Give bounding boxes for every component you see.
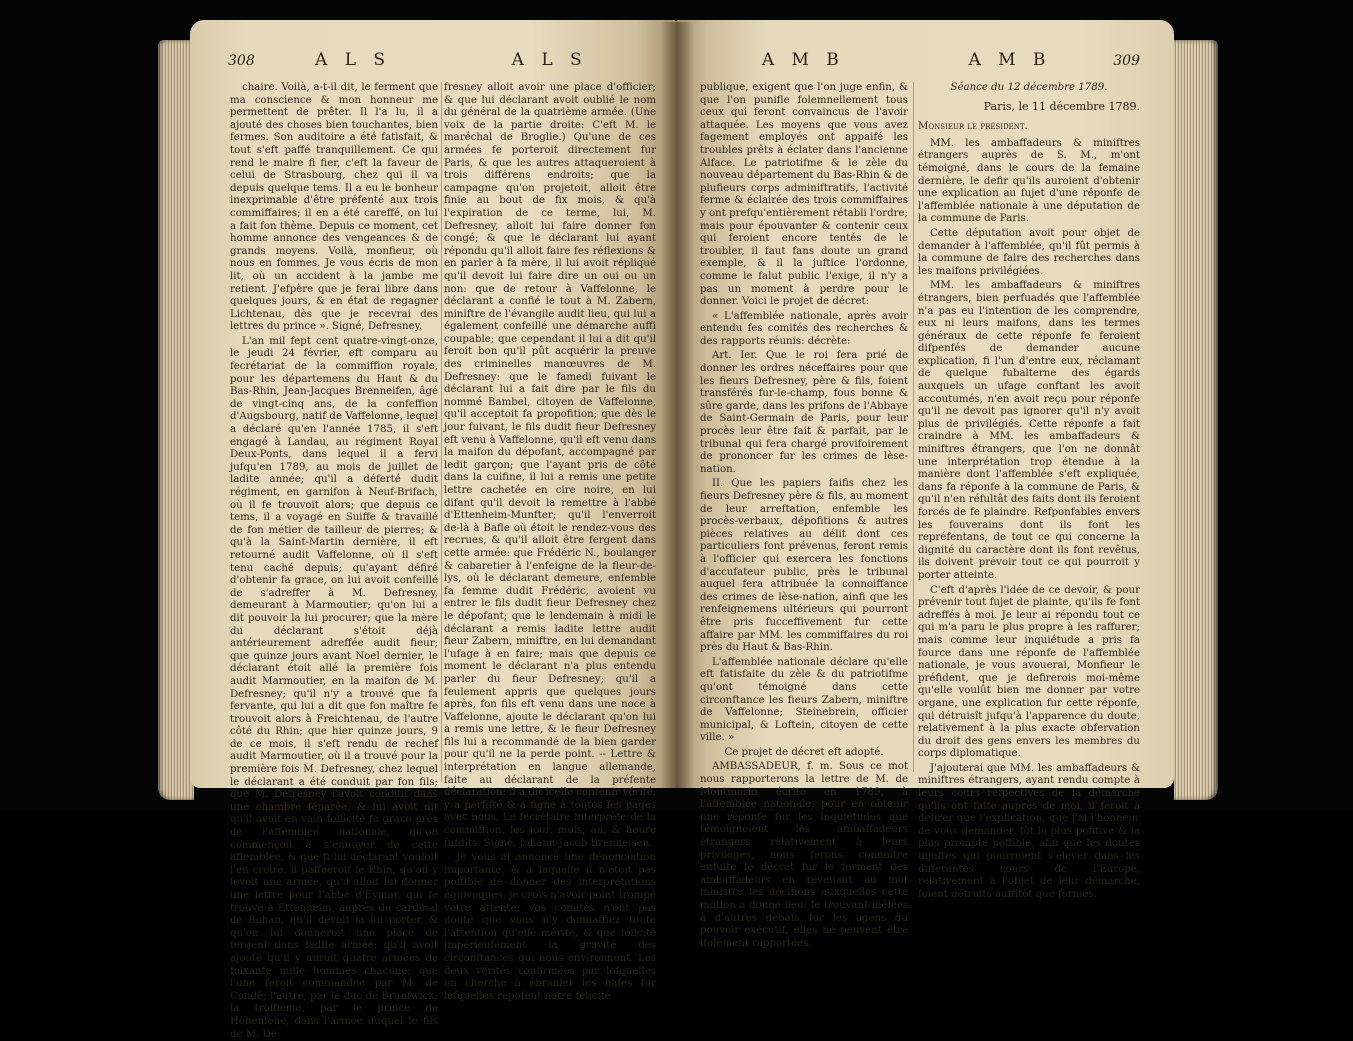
book-gutter: [660, 22, 694, 788]
letter-dateline: Paris, le 11 décembre 1789.: [983, 99, 1140, 113]
paragraph: AMBASSADEUR, f. m. Sous ce mot nous rapporterons la lettre de M. de Montmorin écrite en 1789, à l'affemblée nationale, pour en obtenir une réponfe fur les inquiétudes que témoignoient les ambaffadeurs étrangers relativement à leurs privilèges, nous ferons connoître enfuite le décret fur le ferment des ambaffadeurs en revenant au mot ministre les décifions auxquelles cette motion a donné lieu: fe trouvant mêlées à d'autres débats fur les agens du pouvoir exécutif, elles ne peuvent être ifolément rapportées.: [700, 761, 908, 949]
right-page-number: 309: [1113, 53, 1140, 69]
page-stack-right: [1174, 40, 1218, 800]
paragraph: « L'affemblée nationale, après avoir entendu fes comités des recherches & des rapports réunis: décrète:: [700, 310, 908, 347]
left-head-word-2: A L S: [511, 50, 588, 70]
column-rule-left: [441, 82, 442, 782]
paragraph: Je vous ai annoncé une dénonciation importante, & à laquelle il n'étoit pas poffible de donner des interprétations équivoques: je crois n'avoir point trompé votre attente; vos comités n'ont pas douté que vous n'y donnaffiez toute l'attention qu'elle mérite, & que folicite impérieufement la gravité des circonftances qui nous environnent. Les deux vérités confirmées par lefquelles on cherche à ébranler les bafes fur lefquelles repofent notre félicité: [444, 852, 656, 1002]
left-page-column-1: [230, 82, 438, 1040]
left-page-number: 308: [228, 53, 255, 69]
session-heading: Séance du 12 décembre 1789.: [950, 82, 1108, 93]
left-page-column-2: [444, 82, 656, 1002]
paragraph: II. Que les papiers faifis chez les fieurs Defresney père & fils, au moment de leur arreftation, enfemble les procès-verbaux, dépofitions & autres pièces relatives au délit dont ces particuliers font prévenus, feront remis à l'officier qui exercera les fonctions d'accufateur public, près le tribunal auquel fera attribuée la connoiffance des crimes de lèse-nation, ainfi que les renfeignemens ultérieurs qui pourront être pris fucceffivement fur cette affaire par MM. les commiffaires du roi près du Haut & Bas-Rhin.: [700, 478, 908, 654]
paragraph: Ce projet de décret eft adopté.: [724, 746, 884, 758]
letter-salutation: Monsieur le président.: [918, 121, 1028, 133]
paragraph: L'an mil fept cent quatre-vingt-onze, le jeudi 24 février, eft comparu au fecrétariat de la commiffion royale, pour les départemens du Haut & du Bas-Rhin, Jean-Jacques Brenneifen, âgé de vingt-cinq ans, de la confeffion d'Augsbourg, natif de Vaffelonne, lequel a déclaré qu'en l'année 1785, il s'eft engagé à Landau, au régiment Royal Deux-Ponts, dans lequel il a fervi jufqu'en 1789, au mois de juillet de ladite année; qu'il a déferté dudit régiment, en garnifon à Neuf-Brifach, où il fe trouvoit alors; que depuis ce tems, il a voyagé en Suiffe & travaillé de fon métier de tailleur de pierres; & qu'à la Saint-Martin dernière, il eft retourné audit Vaffelonne, où il s'eft tenu caché depuis; qu'ayant défiré d'obtenir fa grace, on lui avoit confeillé de s'adreffer à M. Defresney, demeurant à Marmoutier; qu'on lui a dit pouvoir la lui procurer; que la mère du déclarant s'étoit déjà antérieurement adreffée audit fieur; que quinze jours avant Noel dernier, le déclarant étoit allé la première fois audit Marmoutier, en la maifon de M. Defresney; qu'il n'y a trouvé que fa fervante, qui lui a dit que fon maître fe trouvoit alors à Freichtenau, de l'autre côté du Rhin; que hier quinze jours, 9 de ce mois, il s'eft rendu de rechef audit Marmoutier, où il a trouvé pour la première fois M. Defresney, chez lequel le déclarant a été conduit par fon fils; que M. Defresney l'avoit conduit dans une chambre féparée, & lui avoit dit qu'il avoit en vain follicité fa grace près de l'affemblée nationale, qu'on commençoit à s'ennuyer de cette affemblée, & que fi lui déclarant vouloit l'en croire, il paffeeroit le Rhin, qu'on y levoit une armée, qu'il alloit lui donner une lettre pour l'abbé d'Eymar, qui fe trouve à Ettenheim, auprès du cardinal de Rohan, qu'il devoit la lui porter, & qu'on lui donneroit une place de fergent dans ladite armée; qu'il avoit ajouté qu'il y auroit quatre armées de foixante mille hommes chacune; que l'une feroit commandée par M. de Condé; l'autre, par le duc de Brunfwick; la troifième, par le prince de Hohenlohe, dans l'armée duquel le fils de M. De-: [230, 335, 438, 1040]
left-head-word-1: A L S: [315, 50, 392, 70]
paragraph: chaire. Voilà, a-t-il dit, le ferment que ma conscience & mon honneur me permettent de prêter. Il l'a lu, il a ajouté des choses bien touchantes, bien fermes. Son auditoire a été fatisfait, & tout s'eft paffé tranquillement. Ce qui rend le maire fi fier, c'eft la faveur de celui de Strasbourg, chez qui il va depuis quelque tems. Il a eu le bonheur inexprimable d'être préfenté aux trois commiffaires; il en a été careffé, on lui a fait fon thème. Depuis ce moment, cet homme annonce des vengeances & de grands moyens. Voilà, monfieur, où nous en fommes. Je vous écris de mon lit, où un accident à la jambe me retient. J'efpère que je ferai libre dans quelques jours, & en état de regagner Lichtenau, dès que je recevrai des lettres du prince ». Signé, Defresney.: [230, 82, 438, 333]
page-stack-left: [158, 40, 194, 800]
left-running-head: [228, 50, 648, 74]
right-page-column-1: [700, 82, 908, 949]
paragraph: publique, exigent que l'on juge enfin, & que l'on punifle folemnellement tous ceux qui feront convaincus de l'avoir attaquée. Les moyens que vous avez fagement employés ont appaifé les troubles prêts à éclater dans l'ancienne Alface. Le patriotifme & le zèle du nouveau département du Bas-Rhin & de plufieurs corps adminiftratifs, l'activité ferme & éclairée des trois commiffaires y ont prefqu'entièrement rétabli l'ordre; mais pour épouvanter & contenir ceux qui feroient encore tentés de le troubler, il faut fans doute un grand exemple, & il la juftice l'ordonne, comme le falut public l'exige, il n'y a pas un moment à perdre pour le donner. Voici le projet de décret:: [700, 82, 908, 308]
column-rule-right: [913, 82, 914, 772]
paragraph: J'ajouterai que MM. les ambaffadeurs & miniftres étrangers, ayant rendu compte à leurs cours refpectives de la démarche qu'ils ont faite auprès de moi, il feroit à defirer que l'explication, que j'ai l'honneur de vous demander, fût la plus pofitive & la plus prompte poffible, afin que les doutes injuftes qui pourroient s'élever dans les différentes cours de l'Europe, relativement à l'objet de leur démarche, foient détruits auffitôt que formés.: [918, 762, 1140, 900]
paragraph: Art. Ier. Que le roi fera prié de donner les ordres néceffaires pour que les fieurs Defresney, père & fils, foient transférés fur-le-champ, fous bonne & sûre garde, dans les prifons de l'Abbaye de Saint-Germain de Paris, pour leur procès leur être fait & parfait, par le tribunal qui fera chargé provifoirement de prononcer fur les crimes de lèse-nation.: [700, 350, 908, 475]
paragraph: MM. les ambaffadeurs & miniftres étrangers auprès de S. M., m'ont témoigné, dans le cours de la femaine dernière, le defir qu'ils auroient d'obtenir une explication au fujet d'une réponfe de l'affemblée nationale à une députation de la commune de Paris.: [918, 137, 1140, 225]
paragraph: fresney alloit avoir une place d'officier; & que lui déclarant avoit oublié le nom du général de la quatrième armée. (Une voix de la partie droite: C'eft M. le maréchal de Broglie.) Qu'une de ces armées fe porteroit directement fur Paris, & que les autres attaqueroient à trois différens endroits; que la campagne qu'on projetoit, alloit être finie au bout de fix mois, & qu'à l'expiration de ce terme, lui, M. Defresney, alloit lui faire donner fon congé; & que le déclarant lui ayant répondu qu'il alloit faire fes réflexions & en parler à fa mère, il lui avoit répliqué qu'il devoit lui faire dire un oui ou un non: que de retour à Vaffelonne, le déclarant a confié le tout à M. Zabern, miniftre de l'évangile audit lieu, qui lui a également confeillé une démarche auffi coupable; que cependant il lui a dit qu'il feroit bon qu'il pût acquérir la preuve des criminelles manœuvres de M. Defresney: que le famedi fuivant le déclarant lui a fait dire par le fils du nommé Bambel, citoyen de Vaffelonne, qu'il acceptoit fa propofition; que dès le jour fuivant, le fils dudit fieur Defresney eft venu à Vaffelonne, qu'il eft venu dans la maifon du dépofant, accompagné par ledit garçon; que l'ayant pris de côté dans la cuifine, il lui a remis une petite lettre cachetée en cire noire, en lui difant qu'il devoit la remettre à l'abbé d'Ettenheim-Munfter; qu'il l'enverroit de-là à Bafle où étoit le rendez-vous des recrues, & qu'il alloit être fergent dans cette armée: que Frédéric N., boulanger & cabaretier à l'enfeigne de la fleur-de-lys, où le déclarant demeure, enfemble fa femme dudit Frédéric, avoient vu entrer le fils dudit fieur Defresney chez le dépofant; que le lendemain à midi le déclarant a remis ladite lettre audit fieur Zabern, miniftre, en lui demandant l'ufage à en faire; mais que depuis ce moment le déclarant n'a plus entendu parler du fieur Defresney; qu'il a feulement appris que quelques jours après, fon fils eft venu dans une noce à Vaffelonne, ajoute le déclarant qu'on lui a remis une lettre, & le fieur Defresney fils lui a recommandé de la bien garder pour qu'il ne la perde point. -- Lettre & interprétation en langue allemande, faite au déclarant de la préfente déclaration: il a dit icelle contenir vérité, y a perfifté & a figné à toutes les pages avec nous. Le fecrétaire interprète de la commiffion, les jour, mois, an, & heure fufdits. Signé, Johann-Jacob Brenneisen.: [444, 82, 656, 849]
paragraph: MM. les ambaffadeurs & miniftres étrangers, bien perfuadés que l'affemblée n'a pas eu l'intention de les comprendre, eux ni leurs maifons, dans les termes généraux de cette réponfe fe feroient difpenfés de demander aucune explication, fi l'un d'entre eux, réclamant de quelque fubalterne des égards auxquels un ufage conftant les avoit accoutumés, n'en avoit reçu pour réponfe qu'il ne devoit pas ignorer qu'il n'y avoit plus de privilégiés. Cette réponfe a fait craindre à MM. les ambaffadeurs & miniftres étrangers, que l'on ne donnât une interprétation trop étendue à la manière dont l'affemblée s'eft expliquée, dans fa réponfe à la commune de Paris, & qu'il n'en réfultât des faits dont ils feroient forcés de fe plaindre. Refponfables envers les fouverains dont ils font les repréfentans, de tout ce qui concerne la dignité du caractère dont ils font revêtus, ils doivent prévoir tout ce qui pourroit y porter atteinte.: [918, 280, 1140, 581]
right-page-column-2: [918, 82, 1140, 900]
paragraph: L'affemblée nationale déclare qu'elle eft fatisfaite du zèle & du patriotifme qu'ont témoigné dans cette circonftance les fieurs Zabern, miniftre de Vaffelonne; Steinebrein, officier municipal, & Loftein, citoyen de cette ville. »: [700, 656, 908, 744]
right-running-head: [700, 50, 1140, 74]
right-head-word-2: A M B: [968, 50, 1052, 70]
paragraph: Cette députation avoit pour objet de demander à l'affemblée, qu'il fût permis à la commune de faire des recherches dans les maifons privilégiées.: [918, 227, 1140, 277]
right-head-word-1: A M B: [761, 50, 845, 70]
paragraph: C'eft d'après l'idée de ce devoir, & pour prévenir tout fujet de plainte, qu'ils fe font adreffés à moi. Je leur ai répondu tout ce qui m'a paru le plus propre à les raffurer; mais comme leur inquiétude a pris fa fource dans une réponfe de l'affemblée nationale, je vous avouerai, Monfieur le préfident, que je defirerois moi-même qu'elle voulût bien me donner par votre organe, une explication fur cette réponfe, qui détruisît jufqu'à l'apparence du doute, relativement à la plus exacte obfervation du droit des gens envers les membres du corps diplomatique.: [918, 584, 1140, 760]
